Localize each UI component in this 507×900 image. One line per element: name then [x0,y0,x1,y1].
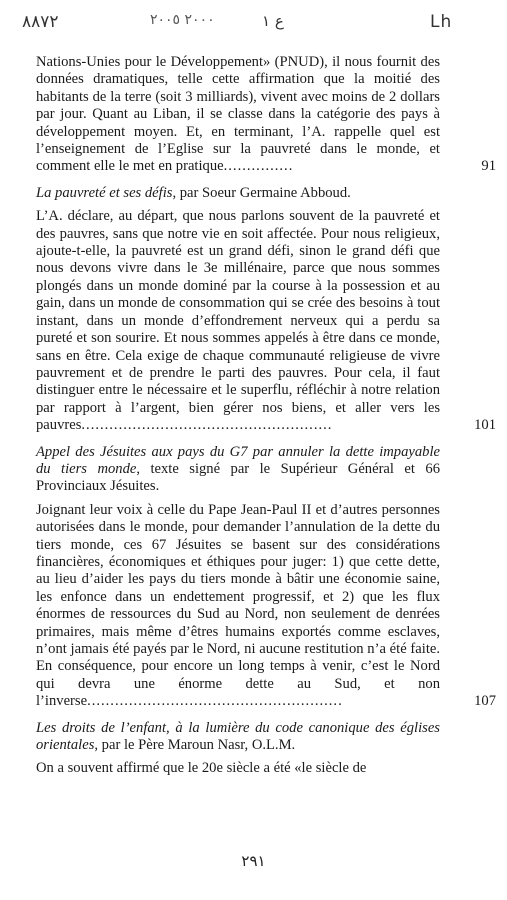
handwritten-note: ٨٨٧٢ [22,12,59,32]
entry-title [36,720,440,755]
entry-title-italic: Les droits de l’enfant, à la lumière du code canonique des églises orientales [36,719,440,754]
entry-text: On a souvent affirmé que le 20e siècle a été «le siècle de [36,760,367,777]
entry-block [36,501,496,711]
dot-leader: ...................................................... [81,417,333,434]
page-body [36,54,496,786]
footer-page-number: ٢٩١ [241,852,266,870]
entry-title-italic: Appel des Jésuites aux pays du G7 par annuler la dette impayable du tiers monde [36,443,440,477]
entry-block [36,208,496,434]
entry-title-italic: La pauvreté et ses défis [36,184,173,201]
entry-text: Nations-Unies pour le Développement» (PNUD), il nous fournit des données dramatiques, telle cette affirmation que la moitié des habitants de la terre (soit 3 milliards), vivent avec moins de 2 dollars par jour. Quant au Liban, il se classe dans la catégorie des pays à développement moyen. Et, en terminant, l’A. rappelle quel est l’enseignement de l’Eglise sur la pauvreté dans le monde, et comment elle le met en pratique............... [36,54,440,175]
entry-title-author: , par le Père Maroun Nasr, O.L.M. [94,737,296,754]
handwritten-note: ع ١ [262,12,284,30]
page-reference: 101 [474,417,496,434]
page-reference: 107 [474,693,496,710]
entry-title-author: , par Soeur Germaine Abboud. [172,184,351,201]
entry-title [36,444,440,496]
handwritten-note: Lh [430,12,453,32]
entry-text: L’A. déclare, au départ, que nous parlons souvent de la pauvreté et des pauvres, sans que notre vie en soit affectée. Pour nous religieux, ajoute-t-elle, la pauvreté est un grand défi, sinon le grand défi que nous devons vivre dans le 3e millénaire, parce que nous sommes plongés dans un monde dominé par la course à la possession et au gain, dans un monde de consommation qui se crée des besoins à tout instant, dans un monde d’effondrement nerveux qui a perdu sa pureté et son sourire. Et nous sommes appelés à être dans ce monde, sans en être. Cela exige de chaque communauté religieuse de vivre pauvrement et de prendre le parti des pauvres. Pour cela, il faut distinguer entre le nécessaire et le superflu, réfléchir à notre relation par rapport à l’argent, bien gérer nos biens, et aller vers les pauvres...................................................... [36,208,440,434]
entry-block [36,760,440,777]
page-reference: 91 [481,158,496,175]
entry-text: Joignant leur voix à celle du Pape Jean-Paul II et d’autres personnes autorisées dans le monde, pour demander l’annulation de la dette du tiers monde, ces 67 Jésuites se basent sur des considérations financières, économiques et éthiques pour juger: 1) que cette dette, au lieu d’aider les pays du tiers monde à bâtir une économie saine, les enfonce dans un endettement progressif, et 2) que les flux énormes de ressources du Sud au Nord, non seulement de denrées primaires, mais même d’êtres humains exportés comme esclaves, n’ont jamais été payés par le Nord, ni aucune restitution n’a été faite. En conséquence, pour encore un long temps à venir, c’est le Nord qui devra une énorme dette au Sud, et non l’inverse....................................................... [36,501,440,710]
dot-leader: ....................................................... [87,693,343,710]
entry-title [36,185,440,202]
entry-title-author: , texte signé par le Supérieur Général et 66 Provinciaux Jésuites. [36,460,440,495]
dot-leader: ............... [223,158,294,175]
entry-block [36,54,496,176]
handwritten-note: ٢٠٠٠ ٢٠٠٥ [150,12,215,28]
